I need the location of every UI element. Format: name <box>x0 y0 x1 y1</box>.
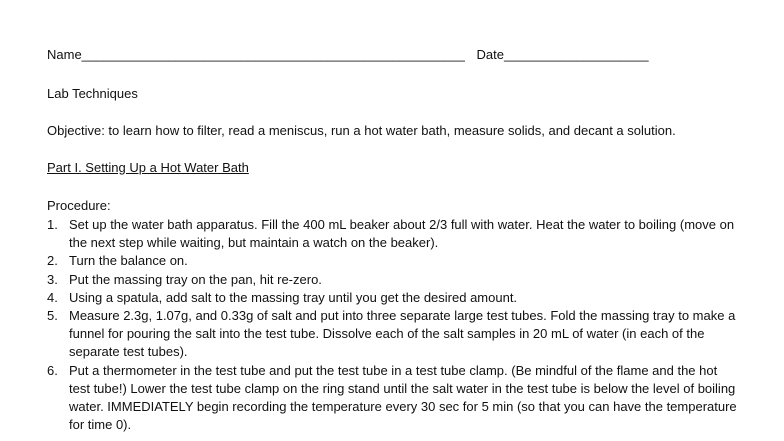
name-field: Name_____________________________________________________ <box>47 47 465 62</box>
subject-title: Lab Techniques <box>47 86 138 101</box>
part-heading: Part I. Setting Up a Hot Water Bath <box>47 160 249 175</box>
step-text: Put a thermometer in the test tube and put the test tube in a test tube clamp. (Be mindful of the flame and the hot test tube!) Lower the test tube clamp on the ring stand until the salt water in the test tube is below the level of boiling water. IMMEDIATELY begin recording the temperature every 30 sec for 5 min (so that you can have the temperature for time 0). <box>69 362 737 433</box>
procedure-step <box>47 271 737 289</box>
step-number: 1. <box>47 217 58 232</box>
procedure-step <box>47 289 737 307</box>
step-number: 2. <box>47 253 58 269</box>
step-text: Set up the water bath apparatus. Fill the 400 mL beaker about 2/3 full with water. Heat the water to boiling (move on the next step while waiting, but maintain a watch on the beaker). <box>69 217 735 251</box>
procedure-step <box>47 362 737 435</box>
step-number: 3. <box>47 271 58 287</box>
procedure-label: Procedure: <box>47 198 111 213</box>
step-number: 6. <box>47 362 58 378</box>
step-text: Using a spatula, add salt to the massing tray until you get the desired amount. <box>69 289 518 305</box>
procedure-step <box>47 307 737 362</box>
step-number: 4. <box>47 289 58 305</box>
procedure-step <box>47 216 737 252</box>
date-field: Date____________________ <box>476 47 649 62</box>
header-line <box>47 47 649 63</box>
step-text: Measure 2.3g, 1.07g, and 0.33g of salt and put into three separate large test tubes. Fold the massing tray to make a funnel for pouring the salt into the test tube. Dissolve each of the salt samples in 20 mL of water (in each of the separate test tubes). <box>69 308 736 360</box>
procedure-step <box>47 252 737 270</box>
step-text: Put the massing tray on the pan, hit re-zero. <box>69 271 322 287</box>
procedure-list <box>47 216 737 434</box>
step-text: Turn the balance on. <box>69 253 188 269</box>
objective-text: Objective: to learn how to filter, read a meniscus, run a hot water bath, measure solids, and decant a solution. <box>47 123 676 138</box>
step-number: 5. <box>47 308 58 324</box>
